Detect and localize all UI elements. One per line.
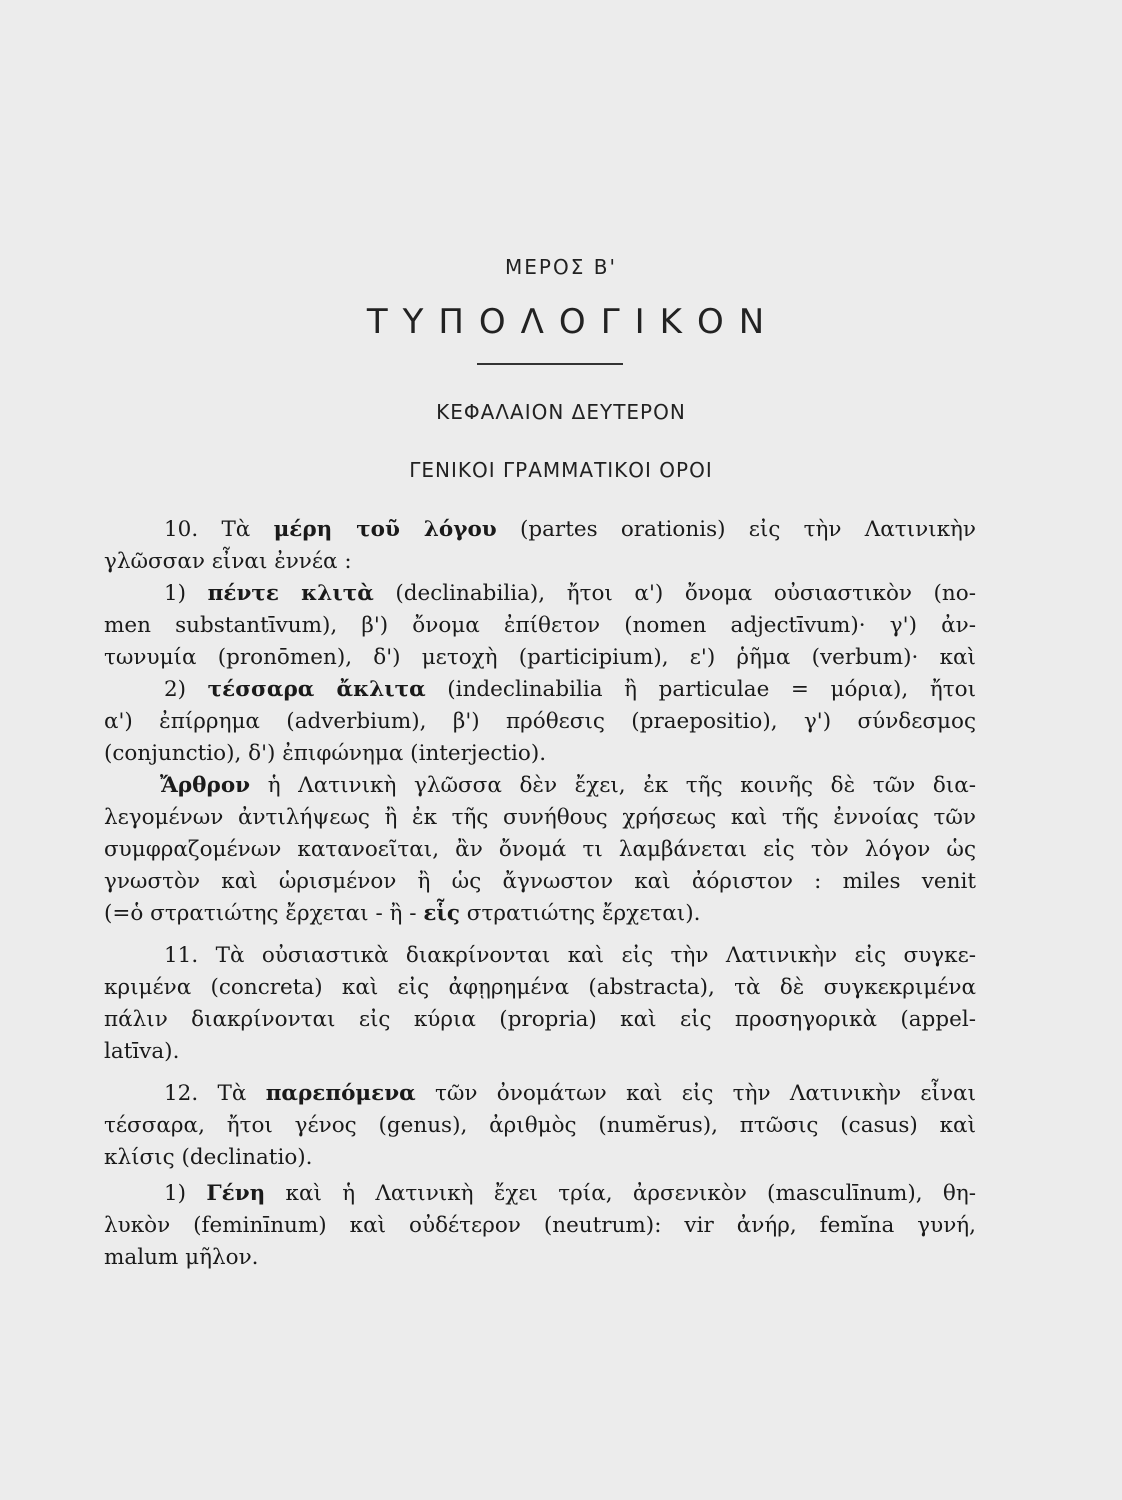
text-line: 10. Τὰ μέρη τοῦ λόγου (partes orationis) εἰς τὴν Λατινικὴν (164, 517, 976, 542)
bold-term: παρεπόμενα (265, 1081, 416, 1106)
page-title: ΤΥΠΟΛΟΓΙΚΟΝ (366, 302, 780, 342)
paragraph-11 (104, 940, 976, 1068)
text-line: 1) Γένη καὶ ἡ Λατινικὴ ἔχει τρία, ἀρσενικὸν (masculīnum), θη- (164, 1181, 976, 1206)
text-line: (conjunctio), δ') ἐπιφώνημα (interjectio). (104, 741, 547, 766)
text-line: malum μῆλον. (104, 1245, 259, 1270)
title-divider (477, 363, 623, 365)
bold-term: μέρη τοῦ λόγου (273, 517, 497, 542)
text-line: γλῶσσαν εἶναι ἐννέα : (104, 549, 352, 574)
part-heading: ΜΕΡΟΣ Β' (505, 255, 617, 279)
text-line: 2) τέσσαρα ἄκλιτα (indeclinabilia ἢ particulae = μόρια), ἤτοι (164, 677, 976, 702)
text-line: latīva). (104, 1039, 180, 1064)
text-line: τέσσαρα, ἤτοι γένος (genus), ἀριθμὸς (numĕrus), πτῶσις (casus) καὶ (104, 1113, 976, 1138)
text-line: α') ἐπίρρημα (adverbium), β') πρόθεσις (praepositio), γ') σύνδεσμος (104, 709, 976, 734)
text-line: Ἄρθρον ἡ Λατινικὴ γλῶσσα δὲν ἔχει, ἐκ τῆς κοινῆς δὲ τῶν δια- (160, 773, 976, 798)
paragraph-12 (104, 1078, 976, 1274)
bold-term: εἷς (423, 901, 460, 926)
bold-term: πέντε κλιτὰ (207, 581, 374, 606)
text-line: 1) πέντε κλιτὰ (declinabilia), ἤτοι α') ὄνομα οὐσιαστικὸν (no- (164, 581, 976, 606)
text-line: λεγομένων ἀντιλήψεως ἢ ἐκ τῆς συνήθους χρήσεως καὶ τῆς ἐννοίας τῶν (104, 805, 976, 830)
text-line: κλίσις (declinatio). (104, 1145, 313, 1170)
text-line: λυκὸν (feminīnum) καὶ οὐδέτερον (neutrum): vir ἀνήρ, femĭna γυνή, (104, 1213, 976, 1238)
text-line: 11. Τὰ οὐσιαστικὰ διακρίνονται καὶ εἰς τὴν Λατινικὴν εἰς συγκε- (164, 943, 976, 968)
text-line: 12. Τὰ παρεπόμενα τῶν ὀνομάτων καὶ εἰς τὴν Λατινικὴν εἶναι (164, 1081, 976, 1106)
section-heading: ΓΕΝΙΚΟΙ ΓΡΑΜΜΑΤΙΚΟΙ ΟΡΟΙ (409, 458, 713, 482)
text-line: (=ὁ στρατιώτης ἔρχεται - ἢ - εἷς στρατιώτης ἔρχεται). (104, 901, 701, 926)
bold-term: Γένη (206, 1181, 266, 1206)
text-line: τωνυμία (pronōmen), δ') μετοχὴ (participium), ε') ῥῆμα (verbum)· καὶ (104, 645, 976, 670)
text-line: συμφραζομένων κατανοεῖται, ἂν ὄνομά τι λαμβάνεται εἰς τὸν λόγον ὡς (104, 837, 976, 862)
text-line: men substantīvum), β') ὄνομα ἐπίθετον (nomen adjectīvum)· γ') ἀν- (104, 613, 976, 638)
bold-term: Ἄρθρον (160, 773, 251, 798)
body-text (104, 514, 976, 1274)
text-line: γνωστὸν καὶ ὡρισμένον ἢ ὡς ἄγνωστον καὶ ἀόριστον : miles venit (104, 869, 976, 894)
paragraph-10 (104, 514, 976, 770)
bold-term: τέσσαρα ἄκλιτα (207, 677, 426, 702)
chapter-heading: ΚΕΦΑΛΑΙΟΝ ΔΕΥΤΕΡΟΝ (436, 400, 686, 424)
paragraph-arthron (104, 770, 976, 930)
text-line: κριμένα (concreta) καὶ εἰς ἀφῃρημένα (abstracta), τὰ δὲ συγκεκριμένα (104, 975, 976, 1000)
text-line: πάλιν διακρίνονται εἰς κύρια (propria) καὶ εἰς προσηγορικὰ (appel- (104, 1007, 976, 1032)
